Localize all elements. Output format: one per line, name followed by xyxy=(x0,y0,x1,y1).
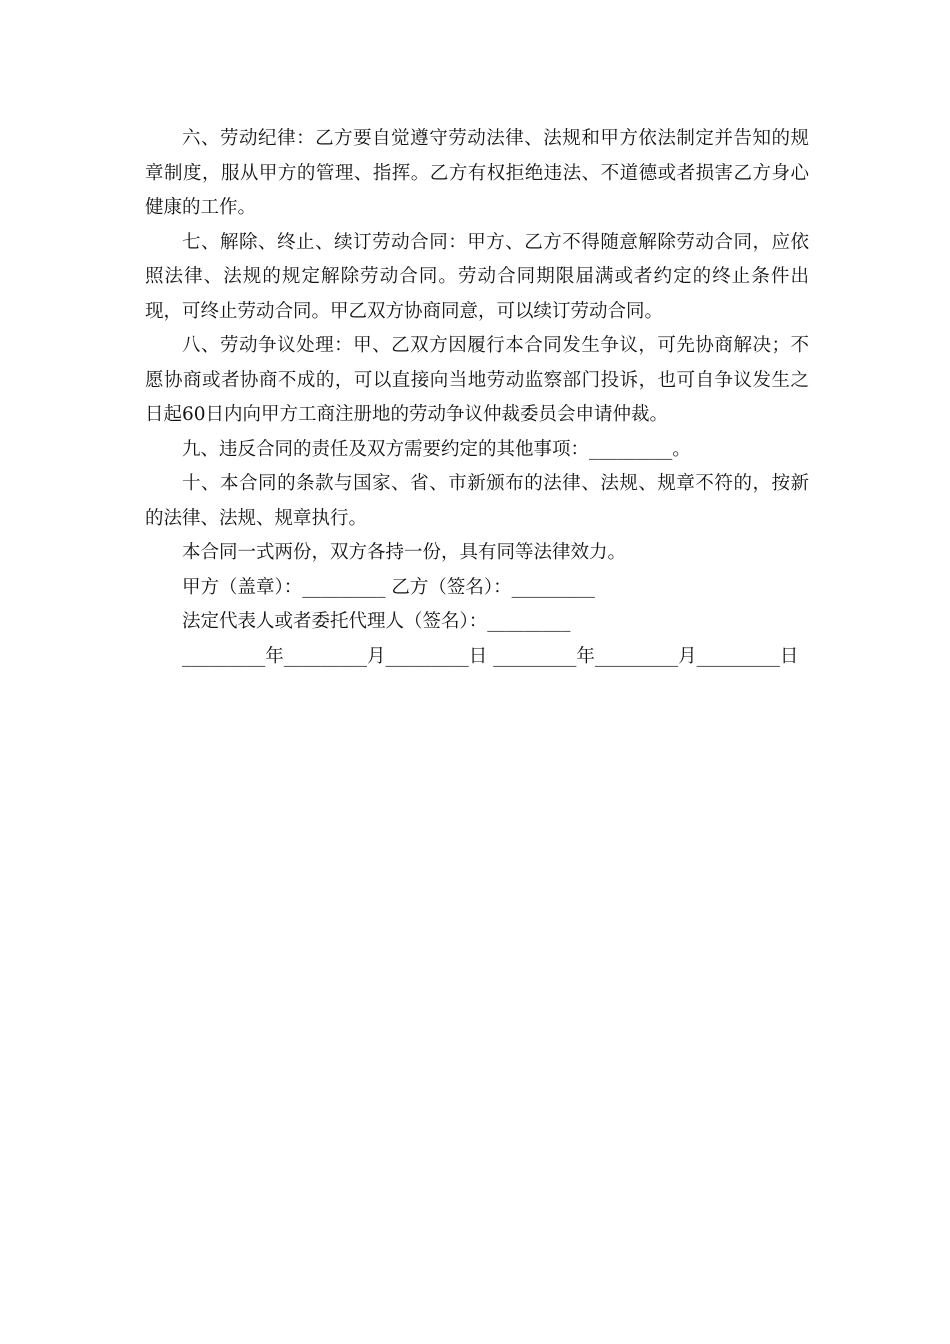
copies-statement: 本合同一式两份，双方各持一份，具有同等法律效力。 xyxy=(182,542,627,563)
clause-contract-termination: 七、解除、终止、续订劳动合同：甲方、乙方不得随意解除劳动合同，应依照法律、法规的规定解除劳动合同。劳动合同期限届满或者约定的终止条件出现，可终止劳动合同。甲乙双方协商同意，可以续订劳动合同。 xyxy=(145,231,809,322)
clause-dispute-resolution: 八、劳动争议处理：甲、乙双方因履行本合同发生争议，可先协商解决；不愿协商或者协商不成的，可以直接向当地劳动监察部门投诉，也可自争议发生之日起60日内向甲方工商注册地的劳动争议仲裁委员会申请仲裁。 xyxy=(145,335,809,425)
clause-labor-discipline: 六、劳动纪律：乙方要自觉遵守劳动法律、法规和甲方依法制定并告知的规章制度，服从甲方的管理、指挥。乙方有权拒绝违法、不道德或者损害乙方身心健康的工作。 xyxy=(145,128,809,218)
representative-signature-line: 法定代表人或者委托代理人（签名）：_________ xyxy=(182,611,571,632)
clause-breach-liability: 九、违反合同的责任及双方需要约定的其他事项：_________。 xyxy=(182,438,691,460)
clause-law-precedence: 十、本合同的条款与国家、省、市新颁布的法律、法规、规章不符的，按新的法律、法规、规章执行。 xyxy=(145,473,809,529)
party-signature-line: 甲方（盖章）：_________ 乙方（签名）：_________ xyxy=(182,576,595,598)
contract-body xyxy=(145,122,809,674)
date-line: _________年_________月_________日 _________年_________月_________日 xyxy=(182,645,799,667)
